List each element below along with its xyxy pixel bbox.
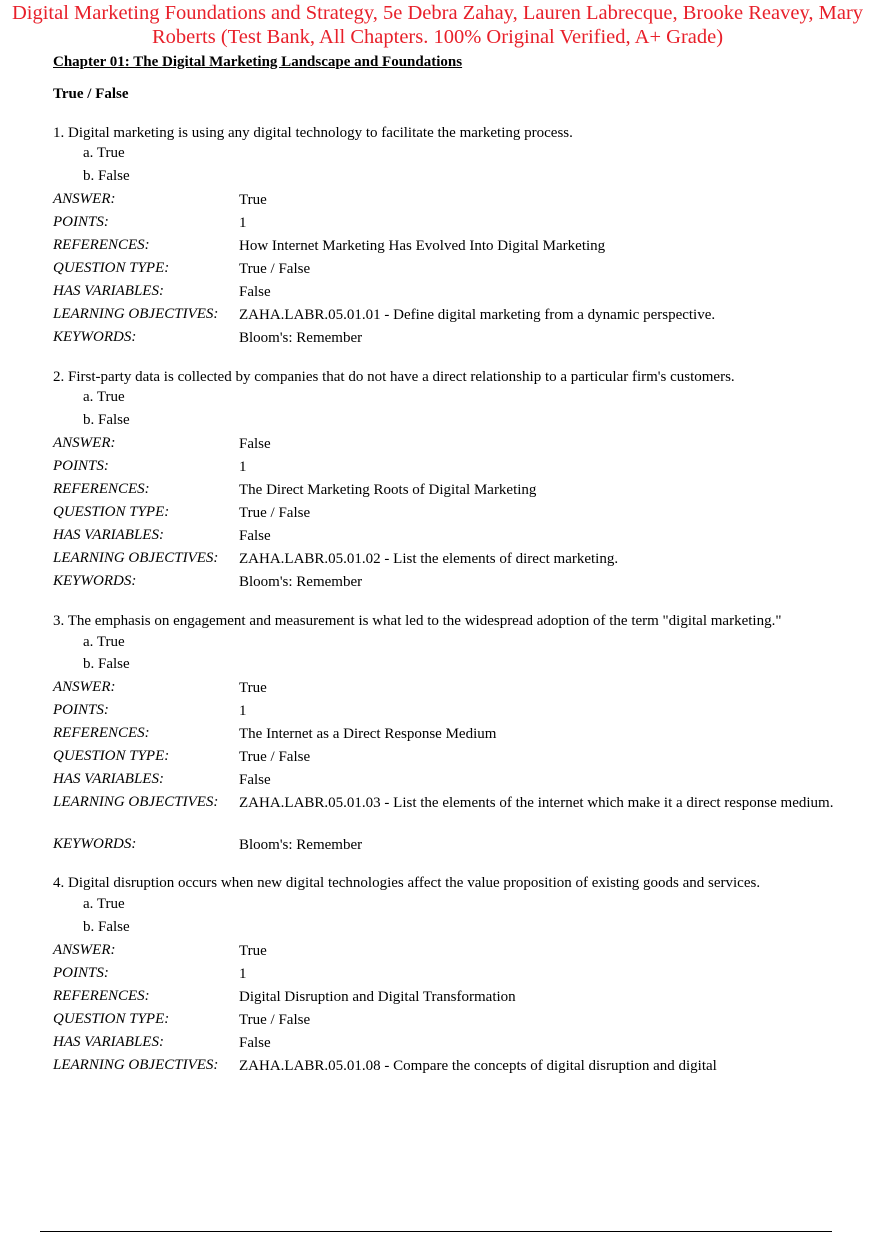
points-value: 1 — [239, 703, 247, 719]
option-a: a. True — [83, 896, 125, 912]
points-label: POINTS: — [53, 214, 109, 230]
option-a: a. True — [83, 145, 125, 161]
question-type-value: True / False — [239, 749, 311, 765]
question-text: 2. First-party data is collected by companies that do not have a direct relationship to a particular firm's customers. — [53, 369, 735, 385]
learning-objectives-label: LEARNING OBJECTIVES: — [53, 794, 219, 810]
references-label: REFERENCES: — [53, 725, 150, 741]
option-b: b. False — [83, 168, 130, 184]
has-variables-value: False — [239, 528, 271, 544]
question-type-label: QUESTION TYPE: — [53, 1011, 170, 1027]
keywords-value: Bloom's: Remember — [239, 574, 363, 590]
option-b: b. False — [83, 919, 130, 935]
learning-objectives-value: ZAHA.LABR.05.01.03 - List the elements of the internet which make it a direct response medium. — [239, 795, 834, 811]
has-variables-value: False — [239, 772, 271, 788]
points-label: POINTS: — [53, 702, 109, 718]
references-label: REFERENCES: — [53, 237, 150, 253]
answer-label: ANSWER: — [53, 435, 116, 451]
references-value: The Direct Marketing Roots of Digital Marketing — [239, 482, 537, 498]
points-value: 1 — [239, 459, 247, 475]
answer-label: ANSWER: — [53, 191, 116, 207]
learning-objectives-value: ZAHA.LABR.05.01.01 - Define digital marketing from a dynamic perspective. — [239, 307, 716, 323]
question-type-value: True / False — [239, 1012, 311, 1028]
question-text: 4. Digital disruption occurs when new digital technologies affect the value proposition of existing goods and services. — [53, 875, 761, 891]
has-variables-label: HAS VARIABLES: — [53, 527, 164, 543]
option-a: a. True — [83, 389, 125, 405]
learning-objectives-label: LEARNING OBJECTIVES: — [53, 1057, 219, 1073]
references-value: How Internet Marketing Has Evolved Into Digital Marketing — [239, 238, 606, 254]
section-title: True / False — [53, 86, 129, 102]
answer-value: True — [239, 943, 267, 959]
references-label: REFERENCES: — [53, 481, 150, 497]
has-variables-label: HAS VARIABLES: — [53, 771, 164, 787]
question-type-label: QUESTION TYPE: — [53, 748, 170, 764]
question-type-label: QUESTION TYPE: — [53, 260, 170, 276]
option-b: b. False — [83, 412, 130, 428]
question-type-value: True / False — [239, 261, 311, 277]
keywords-label: KEYWORDS: — [53, 836, 137, 852]
has-variables-value: False — [239, 1035, 271, 1051]
answer-label: ANSWER: — [53, 942, 116, 958]
has-variables-label: HAS VARIABLES: — [53, 1034, 164, 1050]
learning-objectives-label: LEARNING OBJECTIVES: — [53, 306, 219, 322]
chapter-title: Chapter 01: The Digital Marketing Landscape and Foundations — [53, 54, 463, 70]
answer-label: ANSWER: — [53, 679, 116, 695]
points-value: 1 — [239, 215, 247, 231]
has-variables-value: False — [239, 284, 271, 300]
references-label: REFERENCES: — [53, 988, 150, 1004]
footer-divider — [40, 1231, 832, 1232]
references-value: Digital Disruption and Digital Transformation — [239, 989, 516, 1005]
answer-value: False — [239, 436, 271, 452]
banner-line-2: Roberts (Test Bank, All Chapters. 100% Original Verified, A+ Grade) — [151, 26, 724, 48]
answer-value: True — [239, 192, 267, 208]
question-text: 3. The emphasis on engagement and measurement is what led to the widespread adoption of the term "digital marketing." — [53, 613, 782, 629]
has-variables-label: HAS VARIABLES: — [53, 283, 164, 299]
document-banner — [0, 0, 875, 49]
question-type-value: True / False — [239, 505, 311, 521]
learning-objectives-label: LEARNING OBJECTIVES: — [53, 550, 219, 566]
question-type-label: QUESTION TYPE: — [53, 504, 170, 520]
keywords-label: KEYWORDS: — [53, 573, 137, 589]
learning-objectives-value: ZAHA.LABR.05.01.02 - List the elements of direct marketing. — [239, 551, 619, 567]
keywords-value: Bloom's: Remember — [239, 330, 363, 346]
banner-line-1: Digital Marketing Foundations and Strategy, 5e Debra Zahay, Lauren Labrecque, Brooke Reavey, Mary — [11, 2, 864, 24]
points-label: POINTS: — [53, 965, 109, 981]
points-label: POINTS: — [53, 458, 109, 474]
keywords-value: Bloom's: Remember — [239, 837, 363, 853]
references-value: The Internet as a Direct Response Medium — [239, 726, 497, 742]
answer-value: True — [239, 680, 267, 696]
option-b: b. False — [83, 656, 130, 672]
question-text: 1. Digital marketing is using any digital technology to facilitate the marketing process. — [53, 125, 573, 141]
learning-objectives-value: ZAHA.LABR.05.01.08 - Compare the concepts of digital disruption and digital — [239, 1058, 717, 1074]
option-a: a. True — [83, 634, 125, 650]
points-value: 1 — [239, 966, 247, 982]
keywords-label: KEYWORDS: — [53, 329, 137, 345]
